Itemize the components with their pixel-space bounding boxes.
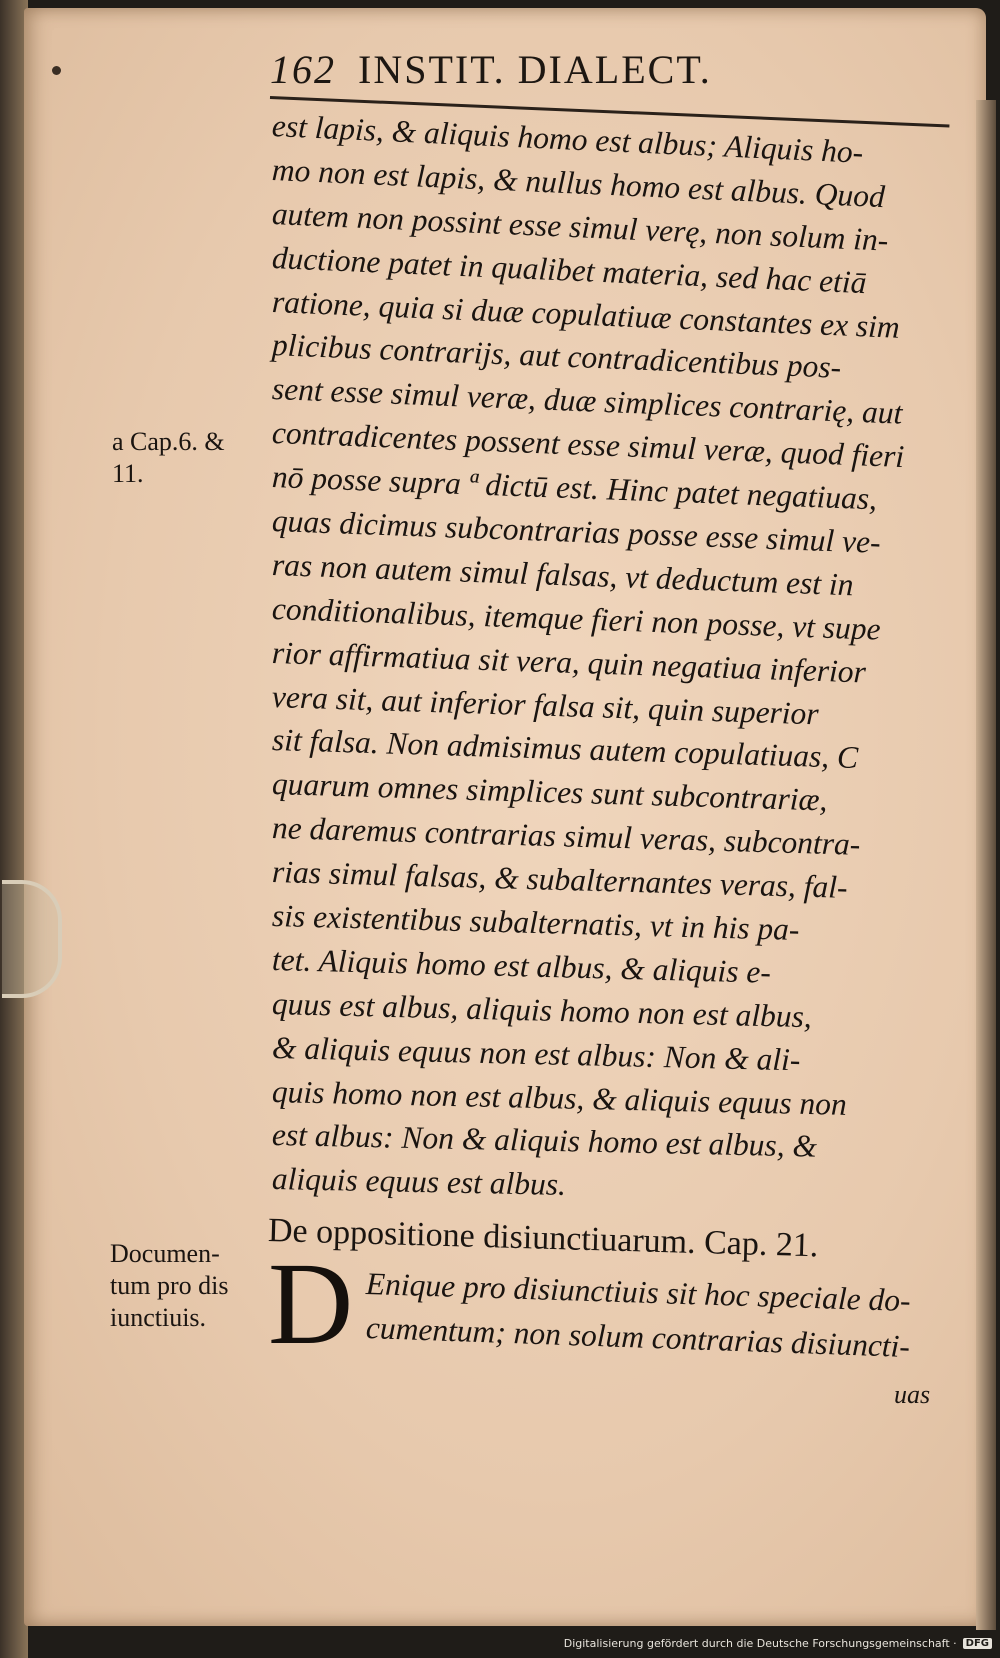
text-line: vera sit, aut inferior falsa sit, quin superior (271, 678, 820, 731)
text-line: rior affirmatiua sit vera, quin negatiua inferior (271, 634, 867, 690)
page-right-edge (976, 100, 996, 1630)
text-line: mo non est lapis, & nullus homo est albus. Quod (271, 151, 886, 215)
margin-note-line: a Cap.6. & (112, 427, 225, 456)
catchword: uas (894, 1380, 931, 1409)
text-line: Enique pro disiunctiuis sit hoc speciale do- (365, 1266, 912, 1319)
margin-note-line: Documen- (110, 1239, 220, 1268)
section-heading: De oppositione disiunctiuarum. Cap. 21. (267, 1212, 819, 1265)
text-line: sit falsa. Non admisimus autem copulatiuas, C (271, 722, 859, 776)
text-line: rias simul falsas, & subalternantes veras, fal- (271, 854, 849, 906)
book-clasp (2, 880, 62, 998)
text-line: nō posse supra ª dictū est. Hinc patet negatiuas, (271, 459, 878, 517)
text-line: cumentum; non solum contrarias disiuncti- (365, 1310, 911, 1364)
footer-credit: Digitalisierung gefördert durch die Deutsche Forschungsgemeinschaft · (563, 1636, 957, 1650)
margin-note-document (110, 1238, 228, 1334)
ink-dot (52, 66, 61, 75)
text-line: quarum omnes simplices sunt subcontrariæ, (271, 766, 828, 818)
text-line: contradicentes possent esse simul veræ, quod fieri (271, 415, 905, 475)
text-line: ductione patet in qualibet materia, sed hac etiā (271, 239, 868, 300)
main-text-block (272, 104, 972, 1201)
running-head (270, 44, 890, 94)
page-number: 162 (270, 46, 336, 92)
text-line: quus est albus, aliquis homo non est albus, (271, 985, 813, 1034)
section-body (365, 1262, 976, 1364)
text-line: quis homo non est albus, & aliquis equus non (271, 1073, 848, 1122)
text-line: ratione, quia si duæ copulatiuæ constantes ex sim (271, 283, 901, 345)
text-line: sis existentibus subalternatis, vt in his pa- (271, 898, 800, 948)
text-line: plicibus contrarijs, aut contradicentibus pos- (271, 327, 842, 386)
text-line: quas dicimus subcontrarias posse esse simul ve- (271, 503, 882, 560)
text-line: est lapis, & aliquis homo est albus; Aliquis ho- (271, 108, 865, 170)
text-line: autem non possint esse simul verę, non solum in- (271, 195, 890, 258)
dfg-logo: DFG (963, 1638, 992, 1649)
margin-note-reference (112, 426, 225, 490)
text-line: conditionalibus, itemque fieri non posse, vt supe (271, 590, 882, 647)
text-line: tet. Aliquis homo est albus, & aliquis e- (271, 941, 772, 990)
text-line: sent esse simul veræ, duæ simplices contrarię, aut (271, 371, 904, 431)
digitization-footer (564, 1634, 992, 1652)
text-line: ne daremus contrarias simul veras, subcontra- (271, 810, 861, 863)
text-line: aliquis equus est albus. (271, 1161, 567, 1203)
text-line: ras non autem simul falsas, vt deductum est in (271, 546, 855, 603)
margin-note-line: tum pro dis (110, 1271, 229, 1300)
margin-note-line: 11. (112, 459, 144, 488)
text-line: est albus: Non & aliquis homo est albus, & (271, 1117, 818, 1165)
drop-initial: D (268, 1238, 354, 1369)
text-line: & aliquis equus non est albus: Non & ali- (271, 1029, 801, 1078)
margin-note-line: iunctiuis. (110, 1303, 207, 1332)
running-title: INSTIT. DIALECT. (358, 46, 712, 92)
